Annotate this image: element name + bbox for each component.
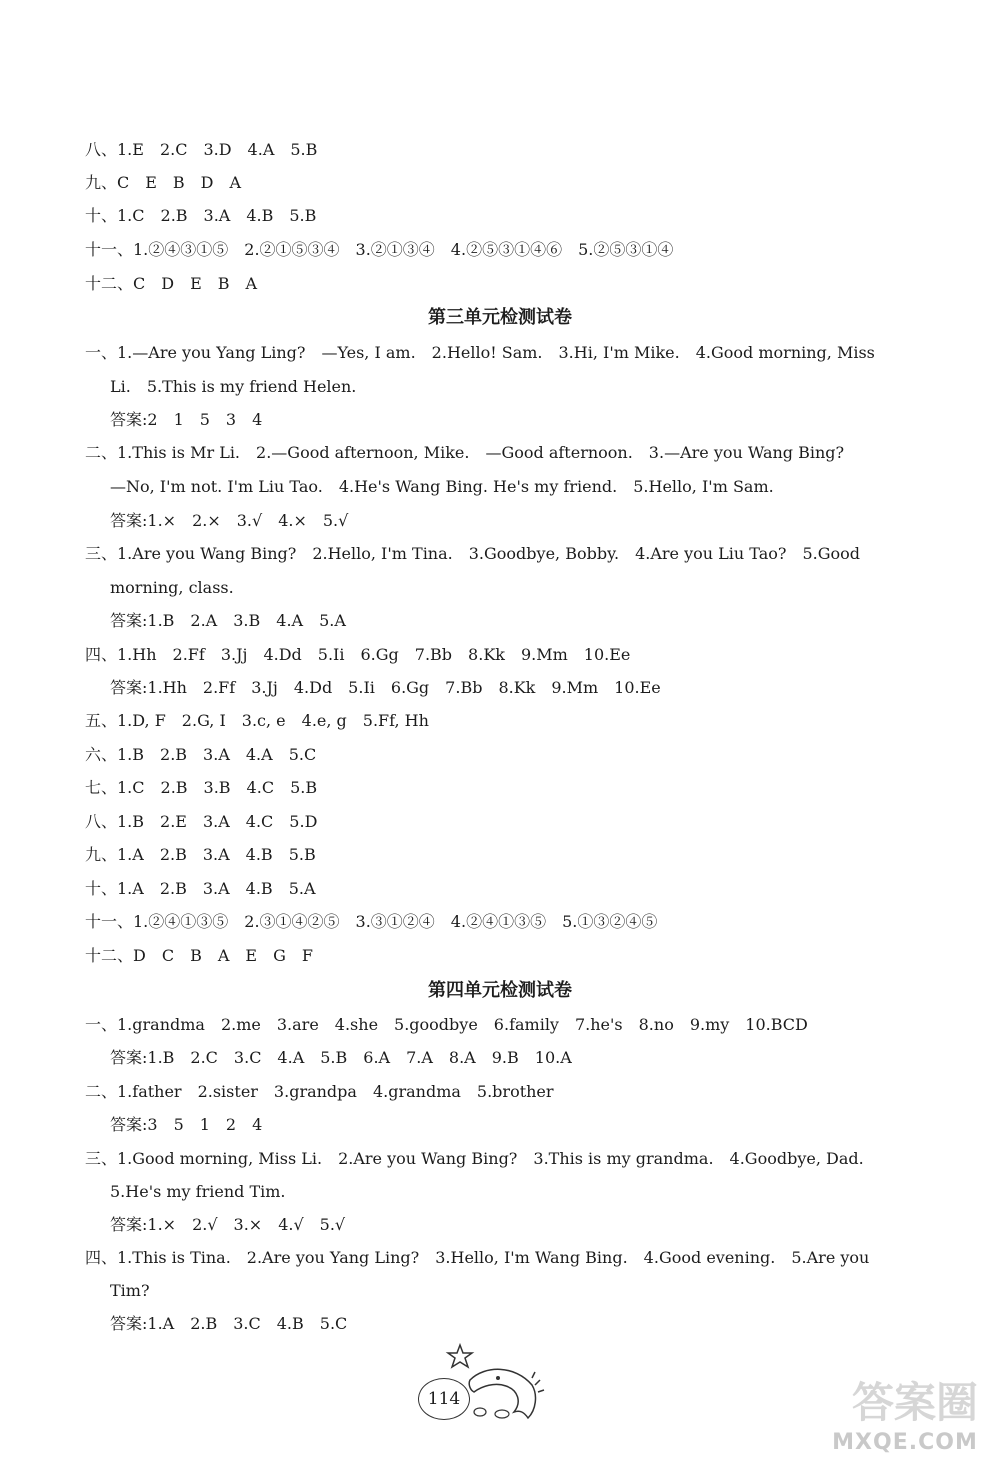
answer-line: 八、1.E 2.C 3.D 4.A 5.B: [85, 140, 318, 159]
answer-line: 十一、1.②④①③⑤ 2.③①④②⑤ 3.③①②④ 4.②④①③⑤ 5.①③②④⑤: [85, 912, 658, 931]
answer-line: 5.He's my friend Tim.: [110, 1182, 286, 1201]
answer-key-line: 答案:1.× 2.√ 3.× 4.√ 5.√: [110, 1215, 346, 1234]
answer-line: 八、1.B 2.E 3.A 4.C 5.D: [85, 812, 318, 831]
unit4-title: 第四单元检测试卷: [428, 980, 572, 1001]
answer-line: 十一、1.②④③①⑤ 2.②①⑤③④ 3.②①③④ 4.②⑤③①④⑥ 5.②⑤③①④: [85, 240, 674, 259]
answer-line: 四、1.This is Tina. 2.Are you Yang Ling? 3.Hello, I'm Wang Bing. 4.Good evening. 5.Are you: [85, 1248, 870, 1267]
unit3-title: 第三单元检测试卷: [428, 307, 572, 328]
answer-key-line: 答案:1.A 2.B 3.C 4.B 5.C: [110, 1314, 348, 1333]
answer-line: 三、1.Good morning, Miss Li. 2.Are you Wang Bing? 3.This is my grandma. 4.Goodbye, Dad.: [85, 1149, 864, 1168]
answer-line: 五、1.D, F 2.G, I 3.c, e 4.e, g 5.Ff, Hh: [85, 711, 429, 730]
watermark-site: MXQE.COM: [832, 1430, 978, 1455]
answer-line: 一、1.grandma 2.me 3.are 4.she 5.goodbye 6.family 7.he's 8.no 9.my 10.BCD: [85, 1015, 808, 1034]
answer-line: 九、C E B D A: [85, 173, 242, 192]
answer-line: 七、1.C 2.B 3.B 4.C 5.B: [85, 778, 318, 797]
answer-line: 十二、C D E B A: [85, 274, 258, 293]
answer-line: 一、1.—Are you Yang Ling? —Yes, I am. 2.Hello! Sam. 3.Hi, I'm Mike. 4.Good morning, Miss: [85, 343, 875, 362]
answer-line: Li. 5.This is my friend Helen.: [110, 377, 357, 396]
answer-line: 二、1.father 2.sister 3.grandpa 4.grandma 5.brother: [85, 1082, 554, 1101]
answer-key-line: 答案:1.B 2.A 3.B 4.A 5.A: [110, 611, 346, 630]
star-icon: [448, 1345, 472, 1367]
answer-key-line: 答案:3 5 1 2 4: [110, 1115, 263, 1134]
answer-line: 九、1.A 2.B 3.A 4.B 5.B: [85, 845, 316, 864]
answer-line: 十、1.C 2.B 3.A 4.B 5.B: [85, 206, 317, 225]
answer-key-line: 答案:2 1 5 3 4: [110, 410, 263, 429]
page-number: 114: [418, 1378, 470, 1420]
answer-line: Tim?: [110, 1281, 150, 1300]
answer-key-line: 答案:1.× 2.× 3.√ 4.× 5.√: [110, 511, 349, 530]
watermark: [810, 1370, 1000, 1463]
answer-line: 三、1.Are you Wang Bing? 2.Hello, I'm Tina. 3.Goodbye, Bobby. 4.Are you Liu Tao? 5.Good: [85, 544, 861, 563]
answer-line: —No, I'm not. I'm Liu Tao. 4.He's Wang Bing. He's my friend. 5.Hello, I'm Sam.: [110, 477, 774, 496]
answer-key-line: 答案:1.Hh 2.Ff 3.Jj 4.Dd 5.Ii 6.Gg 7.Bb 8.Kk 9.Mm 10.Ee: [110, 678, 661, 697]
answer-line: 四、1.Hh 2.Ff 3.Jj 4.Dd 5.Ii 6.Gg 7.Bb 8.Kk 9.Mm 10.Ee: [85, 645, 631, 664]
answer-line: 十二、D C B A E G F: [85, 946, 313, 965]
answer-line: 六、1.B 2.B 3.A 4.A 5.C: [85, 745, 317, 764]
watermark-logo: 答案圈: [851, 1378, 978, 1427]
answer-line: morning, class.: [110, 578, 234, 597]
answer-line: 二、1.This is Mr Li. 2.—Good afternoon, Mike. —Good afternoon. 3.—Are you Wang Bing?: [85, 443, 845, 462]
answer-key-line: 答案:1.B 2.C 3.C 4.A 5.B 6.A 7.A 8.A 9.B 10.A: [110, 1048, 572, 1067]
answer-line: 十、1.A 2.B 3.A 4.B 5.A: [85, 879, 316, 898]
